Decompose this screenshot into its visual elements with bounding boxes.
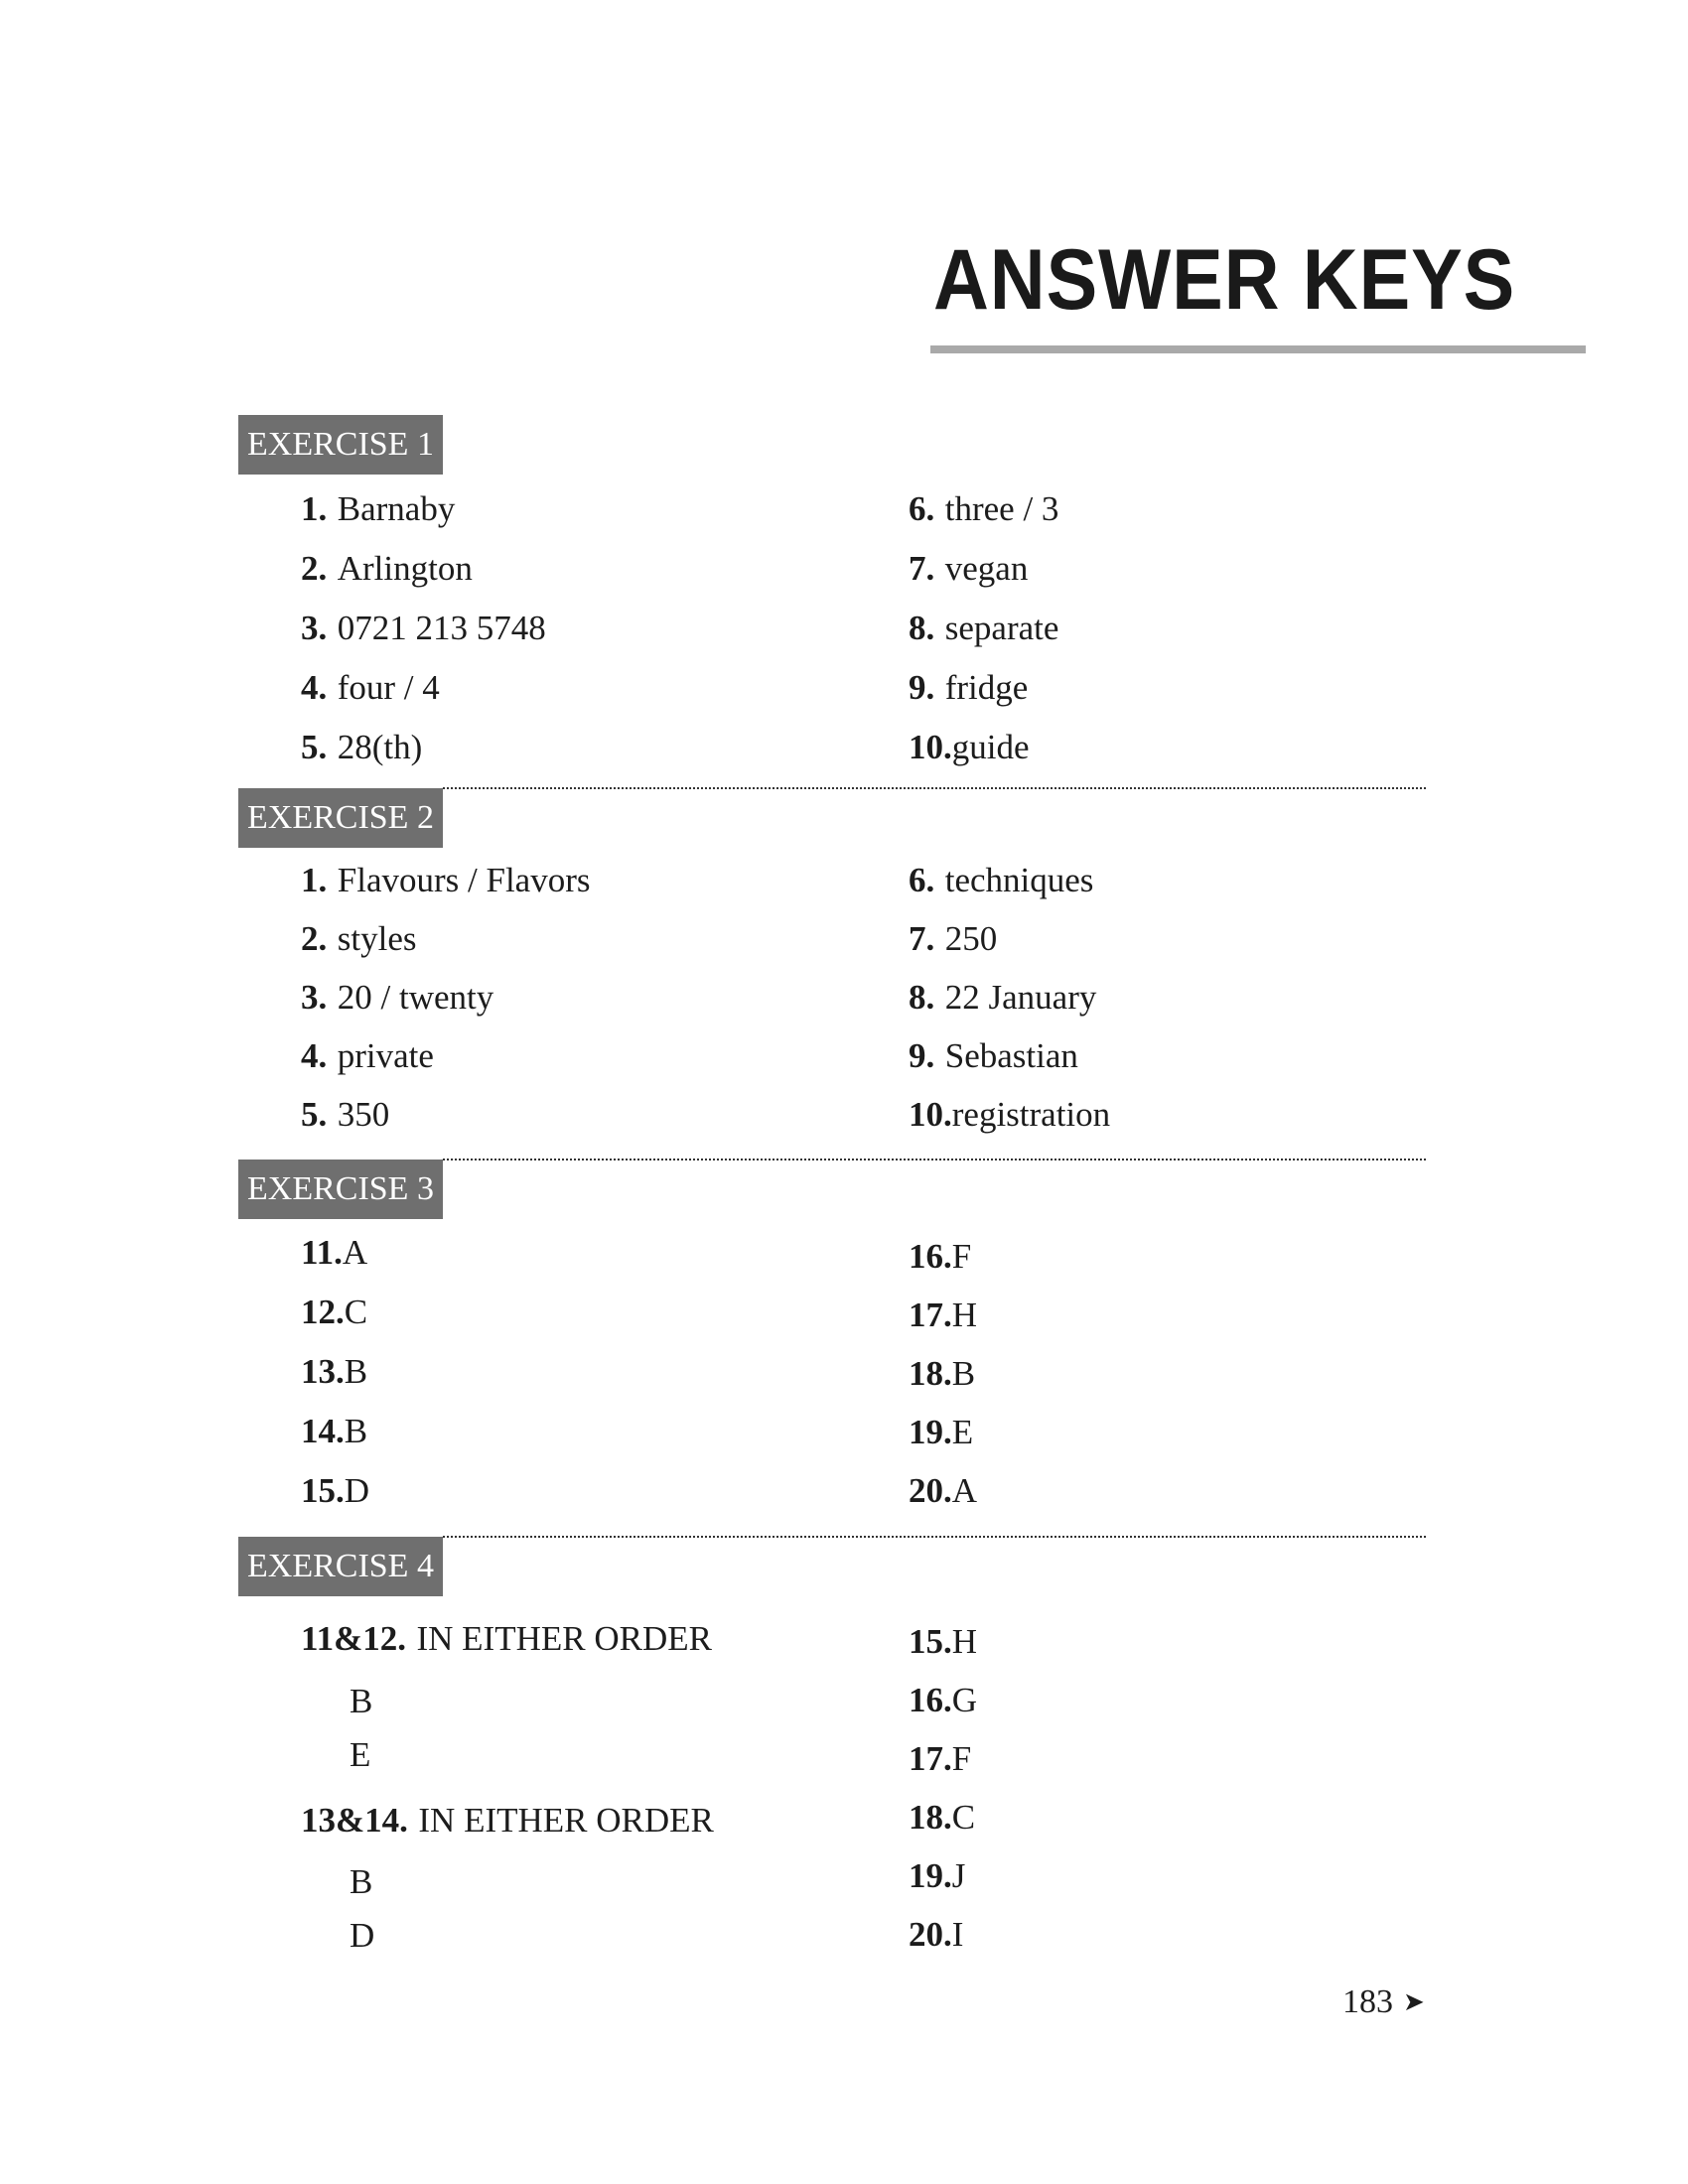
answer-option: E	[350, 1735, 371, 1774]
answer-item: 18.B	[909, 1354, 976, 1393]
exercise-4-label: EXERCISE 4	[238, 1537, 443, 1596]
answer-item: 17.H	[909, 1296, 978, 1334]
answer-item: 6. techniques	[909, 861, 1094, 899]
answer-item: 4. private	[301, 1036, 434, 1075]
answer-item: 2. Arlington	[301, 549, 473, 588]
answer-item: 19.J	[909, 1856, 966, 1895]
answer-option: D	[350, 1916, 375, 1955]
answer-item: 16.F	[909, 1237, 972, 1276]
answer-item: 8. separate	[909, 609, 1059, 647]
title-underline	[930, 345, 1586, 353]
answer-item: 20.I	[909, 1915, 964, 1954]
answer-item: 15.H	[909, 1622, 978, 1661]
exercise-3-label: EXERCISE 3	[238, 1160, 443, 1219]
answer-item: 13.B	[301, 1352, 368, 1391]
answer-item: 1. Flavours / Flavors	[301, 861, 591, 899]
section-divider	[443, 1536, 1426, 1538]
answer-item: 12.C	[301, 1293, 368, 1331]
answer-item: 11.A	[301, 1233, 368, 1272]
answer-item: 15.D	[301, 1471, 370, 1510]
answer-item: 5. 28(th)	[301, 728, 423, 766]
answer-item: 9. fridge	[909, 668, 1029, 707]
answer-item: 3. 0721 213 5748	[301, 609, 546, 647]
answer-item: 20.A	[909, 1471, 978, 1510]
page-number: 183 ➤	[1342, 1983, 1425, 2020]
answer-item: 17.F	[909, 1739, 972, 1778]
answer-item: 6. three / 3	[909, 489, 1059, 528]
exercise-2-label: EXERCISE 2	[238, 788, 443, 848]
answer-item: 5. 350	[301, 1095, 390, 1134]
answer-group-heading: 13&14. IN EITHER ORDER	[301, 1801, 714, 1840]
answer-item: 14.B	[301, 1412, 368, 1450]
arrowhead-right-icon: ➤	[1403, 1987, 1425, 2016]
answer-item: 3. 20 / twenty	[301, 978, 494, 1017]
answer-item: 19.E	[909, 1413, 974, 1451]
answer-item: 16.G	[909, 1681, 978, 1719]
answer-item: 7. vegan	[909, 549, 1029, 588]
answer-option: B	[350, 1862, 373, 1901]
answer-item: 18.C	[909, 1798, 976, 1837]
section-divider	[443, 1159, 1426, 1160]
section-divider	[443, 787, 1426, 789]
answer-item: 7. 250	[909, 919, 998, 958]
answer-item: 1. Barnaby	[301, 489, 456, 528]
answer-item: 8. 22 January	[909, 978, 1097, 1017]
answer-item: 9. Sebastian	[909, 1036, 1078, 1075]
answer-item: 10.guide	[909, 728, 1030, 766]
page-title: ANSWER KEYS	[933, 232, 1516, 328]
answer-item: 2. styles	[301, 919, 417, 958]
answer-item: 4. four / 4	[301, 668, 440, 707]
answer-item: 10.registration	[909, 1095, 1111, 1134]
answer-option: B	[350, 1682, 373, 1720]
exercise-1-label: EXERCISE 1	[238, 415, 443, 475]
answer-group-heading: 11&12. IN EITHER ORDER	[301, 1619, 712, 1658]
